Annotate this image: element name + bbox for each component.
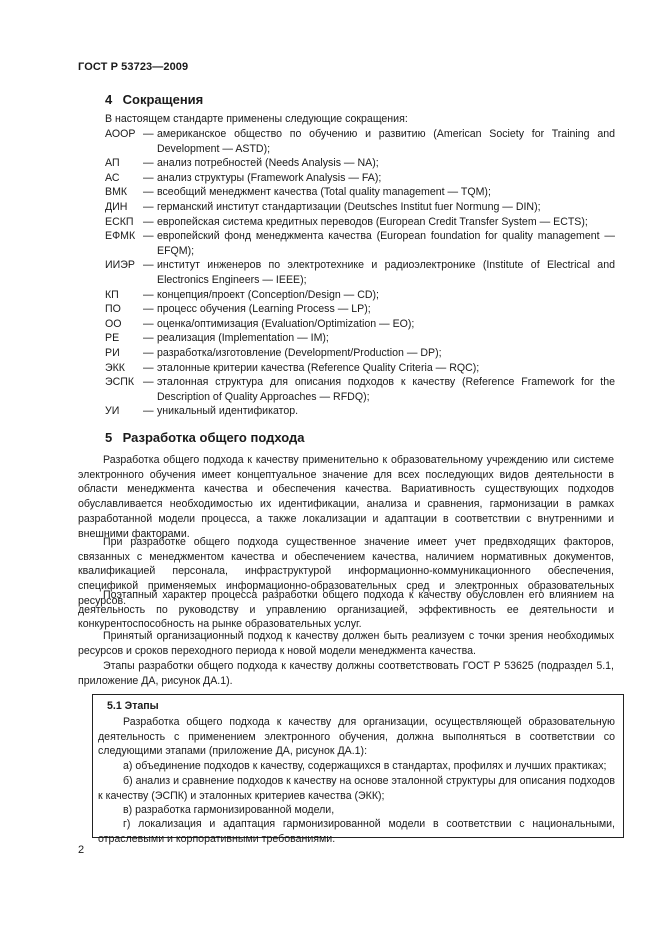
abbreviation-code: АС [105,171,120,184]
section-4-heading [105,92,203,107]
abbreviation-code: ЭСПК [105,376,135,389]
abbreviation-definition: институт инженеров по электротехнике и радиоэлектронике (Institute of Electrical and Electronics Engineers — IEEE); [157,259,615,286]
abbreviation-dash: — [143,215,154,228]
section-4-title: Сокращения [122,92,204,107]
abbreviation-row [105,331,615,346]
page-number: 2 [78,844,85,856]
abbreviation-row [105,288,615,303]
abbreviation-dash: — [143,186,154,199]
abbreviation-definition: концепция/проект (Conception/Design — CD); [157,288,379,301]
abbreviation-definition: анализ потребностей (Needs Analysis — NA); [157,157,379,170]
subsection-5-1-box [92,694,624,845]
abbreviation-definition: реализация (Implementation — IM); [157,332,329,345]
stage-item-b: б) анализ и сравнение подходов к качеству на основе эталонной структуры для описания подходов к качеству (ЭСПК) и эталонных критериев качества (ЭКК); [98,775,615,802]
abbreviation-code: ОО [105,317,122,330]
section-4-intro: В настоящем стандарте применены следующие сокращения: [105,113,408,125]
abbreviation-code: ЕФМК [105,230,136,243]
abbreviation-code: ПО [105,303,121,316]
abbreviation-row [105,156,615,171]
abbreviation-row [105,258,615,287]
section-5-paragraph: При разработке общего подхода существенное значение имеет учет предвходящих факторов, связанных с менеджментом качества и обеспечением качества, наличием нормативных документов, квалификацией персонала, инфраструктурой информационно-коммуникационного обеспечения, спецификой применяемых информационно-образовательных сред и электронных образовательных ресурсов. [78,536,614,607]
abbreviation-definition: анализ структуры (Framework Analysis — FA); [157,171,382,184]
abbreviation-dash: — [143,259,154,272]
abbreviation-dash: — [143,405,154,418]
abbreviation-code: УИ [105,405,120,418]
abbreviation-row [105,404,615,419]
abbreviation-dash: — [143,157,154,170]
abbreviation-dash: — [143,230,154,243]
section-5-paragraph: Разработка общего подхода к качеству применительно к образовательному учреждению или системе электронного обучения имеет концептуальное значение для всех последующих видов деятельности в области менеджмента качества и обеспечения качества. Вариативность существующих подходов обуславливается необходимостью их идентификации, анализа и сравнения, гармонизации в рамках разработанной модели процесса, а также локализации и адаптации в соответствии с внутренними и внешними факторами. [78,454,614,540]
abbreviation-dash: — [143,376,154,389]
section-5-paragraph: Этапы разработки общего подхода к качеству должны соответствовать ГОСТ Р 53625 (подраздел 5.1, приложение ДА, рисунок ДА.1). [78,660,614,687]
abbreviation-definition: германский институт стандартизации (Deutsches Institut fuer Normung — DIN); [157,200,541,213]
subsection-5-1-intro: Разработка общего подхода к качеству для организации, осуществляющей образовательную деятельность с применением электронного обучения, должна выполняться в соответствии со следующими этапами (приложение ДА, рисунок ДА.1): [98,716,615,758]
abbreviation-row [105,200,615,215]
abbreviation-row [105,302,615,317]
section-5-paragraph: Поэтапный характер процесса разработки общего подхода к качеству обусловлен его влиянием на деятельность по руководству и управлению организацией, эффективность ее деятельности и конкурентоспособность на рынке образовательных услуг. [78,589,614,631]
abbreviation-code: ЕСКП [105,215,134,228]
abbreviation-row [105,346,615,361]
abbreviation-dash: — [143,303,154,316]
abbreviation-dash: — [143,288,154,301]
abbreviation-definition: оценка/оптимизация (Evaluation/Optimization — EO); [157,317,415,330]
section-5-heading [105,430,305,445]
abbreviation-code: ВМК [105,186,128,199]
section-4-number: 4 [105,92,113,107]
abbreviation-definition: европейский фонд менеджмента качества (European foundation for quality management — EFQM); [157,230,615,257]
abbreviation-dash: — [143,128,154,140]
abbreviation-definition: европейская система кредитных переводов (European Credit Transfer System — ECTS); [157,215,588,228]
abbreviation-row [105,215,615,230]
abbreviation-row [105,317,615,332]
subsection-5-1-title: 5.1 Этапы [107,700,159,712]
abbreviation-definition: американское общество по обучению и развитию (American Society for Training and Development — ASTD); [157,128,615,155]
abbreviation-code: ЭКК [105,361,125,374]
abbreviation-definition: эталонная структура для описания подходов к качеству (Reference Framework for the Description of Quality Approaches — RFDQ); [157,376,615,403]
section-5-paragraph: Принятый организационный подход к качеству должен быть реализуем с точки зрения необходимых ресурсов и сроков переходного периода к новой модели менеджмента качества. [78,630,614,657]
abbreviation-row [105,361,615,376]
abbreviation-dash: — [143,361,154,374]
standard-header: ГОСТ Р 53723—2009 [78,61,189,73]
section-5-title: Разработка общего подхода [122,430,305,445]
abbreviation-code: АООР [105,128,136,140]
abbreviation-list [105,127,615,419]
abbreviation-code: РИ [105,346,120,359]
abbreviation-dash: — [143,171,154,184]
abbreviation-definition: процесс обучения (Learning Process — LP); [157,303,371,316]
abbreviation-code: ДИН [105,200,128,213]
abbreviation-definition: всеобщий менеджмент качества (Total quality management — TQM); [157,186,491,199]
abbreviation-row [105,229,615,258]
abbreviation-definition: эталонные критерии качества (Reference Quality Criteria — RQC); [157,361,480,374]
abbreviation-row [105,185,615,200]
abbreviation-dash: — [143,346,154,359]
abbreviation-dash: — [143,332,154,345]
abbreviation-definition: уникальный идентификатор. [157,405,299,418]
abbreviation-dash: — [143,317,154,330]
abbreviation-row [105,127,615,156]
abbreviation-code: АП [105,157,120,170]
abbreviation-code: ИИЭР [105,259,135,272]
abbreviation-dash: — [143,200,154,213]
abbreviation-row [105,375,615,404]
stage-item-v: в) разработка гармонизированной модели, [123,804,335,816]
abbreviation-row [105,171,615,186]
stage-item-a: а) объединение подходов к качеству, содержащихся в стандартах, профилях и лучших практиках; [123,760,607,772]
stage-item-g: г) локализация и адаптация гармонизированной модели в соответствии с национальными, отраслевыми и корпоративными требованиями. [98,818,615,845]
abbreviation-definition: разработка/изготовление (Development/Production — DP); [157,346,442,359]
section-5-number: 5 [105,430,113,445]
abbreviation-code: КП [105,288,119,301]
abbreviation-code: РЕ [105,332,120,345]
